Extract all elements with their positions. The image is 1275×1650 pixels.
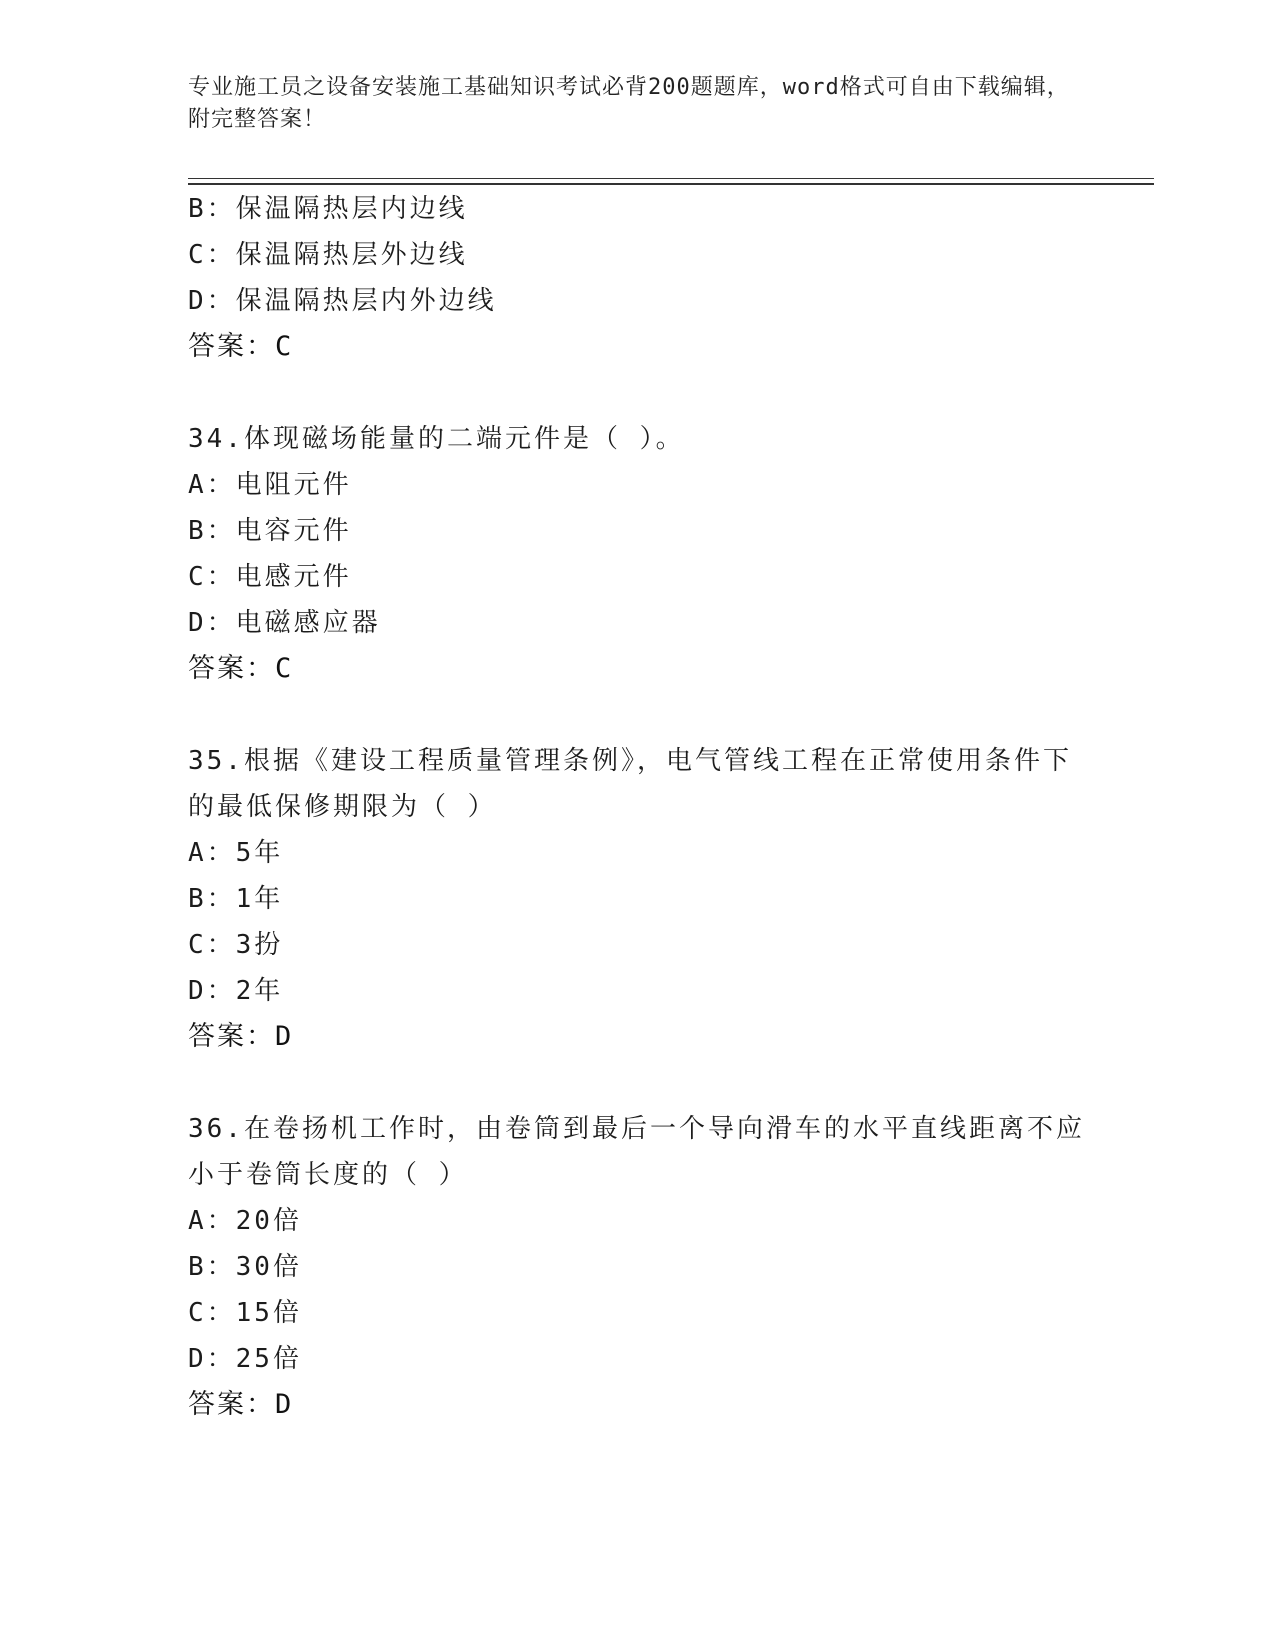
question-stem: 36.在卷扬机工作时，由卷筒到最后一个导向滑车的水平直线距离不应小于卷筒长度的（ ）	[188, 1114, 1085, 1190]
option-b: B：电容元件	[188, 516, 352, 546]
document-header: 专业施工员之设备安装施工基础知识考试必背200题题库，word格式可自由下载编辑，附完整答案！	[188, 75, 1070, 132]
header-rule-thick	[188, 183, 1154, 185]
answer-line: 答案：D	[188, 1021, 294, 1052]
spacer	[188, 692, 1088, 738]
header-rule-thin	[188, 178, 1154, 179]
spacer	[188, 1060, 1088, 1106]
question-block-34	[188, 416, 1088, 692]
option-b: B：1年	[188, 884, 284, 914]
option-c: C：3扮	[188, 930, 284, 960]
option-c: C：15倍	[188, 1298, 302, 1328]
answer-line: 答案：D	[188, 1389, 294, 1420]
option-c: C：保温隔热层外边线	[188, 240, 468, 270]
question-stem: 35.根据《建设工程质量管理条例》，电气管线工程在正常使用条件下的最低保修期限为（ ）	[188, 746, 1072, 822]
option-d: D：25倍	[188, 1344, 302, 1374]
question-block-35	[188, 738, 1088, 1060]
option-b: B：保温隔热层内边线	[188, 194, 468, 224]
question-block-36	[188, 1106, 1088, 1428]
answer-line: 答案：C	[188, 331, 294, 362]
option-b: B：30倍	[188, 1252, 302, 1282]
spacer	[188, 370, 1088, 416]
question-stem: 34.体现磁场能量的二端元件是（ ）。	[188, 424, 685, 454]
option-a: A：20倍	[188, 1206, 302, 1236]
option-d: D：电磁感应器	[188, 608, 381, 638]
answer-line: 答案：C	[188, 653, 294, 684]
question-block-previous	[188, 186, 1088, 370]
option-d: D：保温隔热层内外边线	[188, 286, 497, 316]
option-a: A：5年	[188, 838, 284, 868]
question-list	[188, 186, 1088, 1428]
option-d: D：2年	[188, 976, 284, 1006]
option-c: C：电感元件	[188, 562, 352, 592]
option-a: A：电阻元件	[188, 470, 352, 500]
